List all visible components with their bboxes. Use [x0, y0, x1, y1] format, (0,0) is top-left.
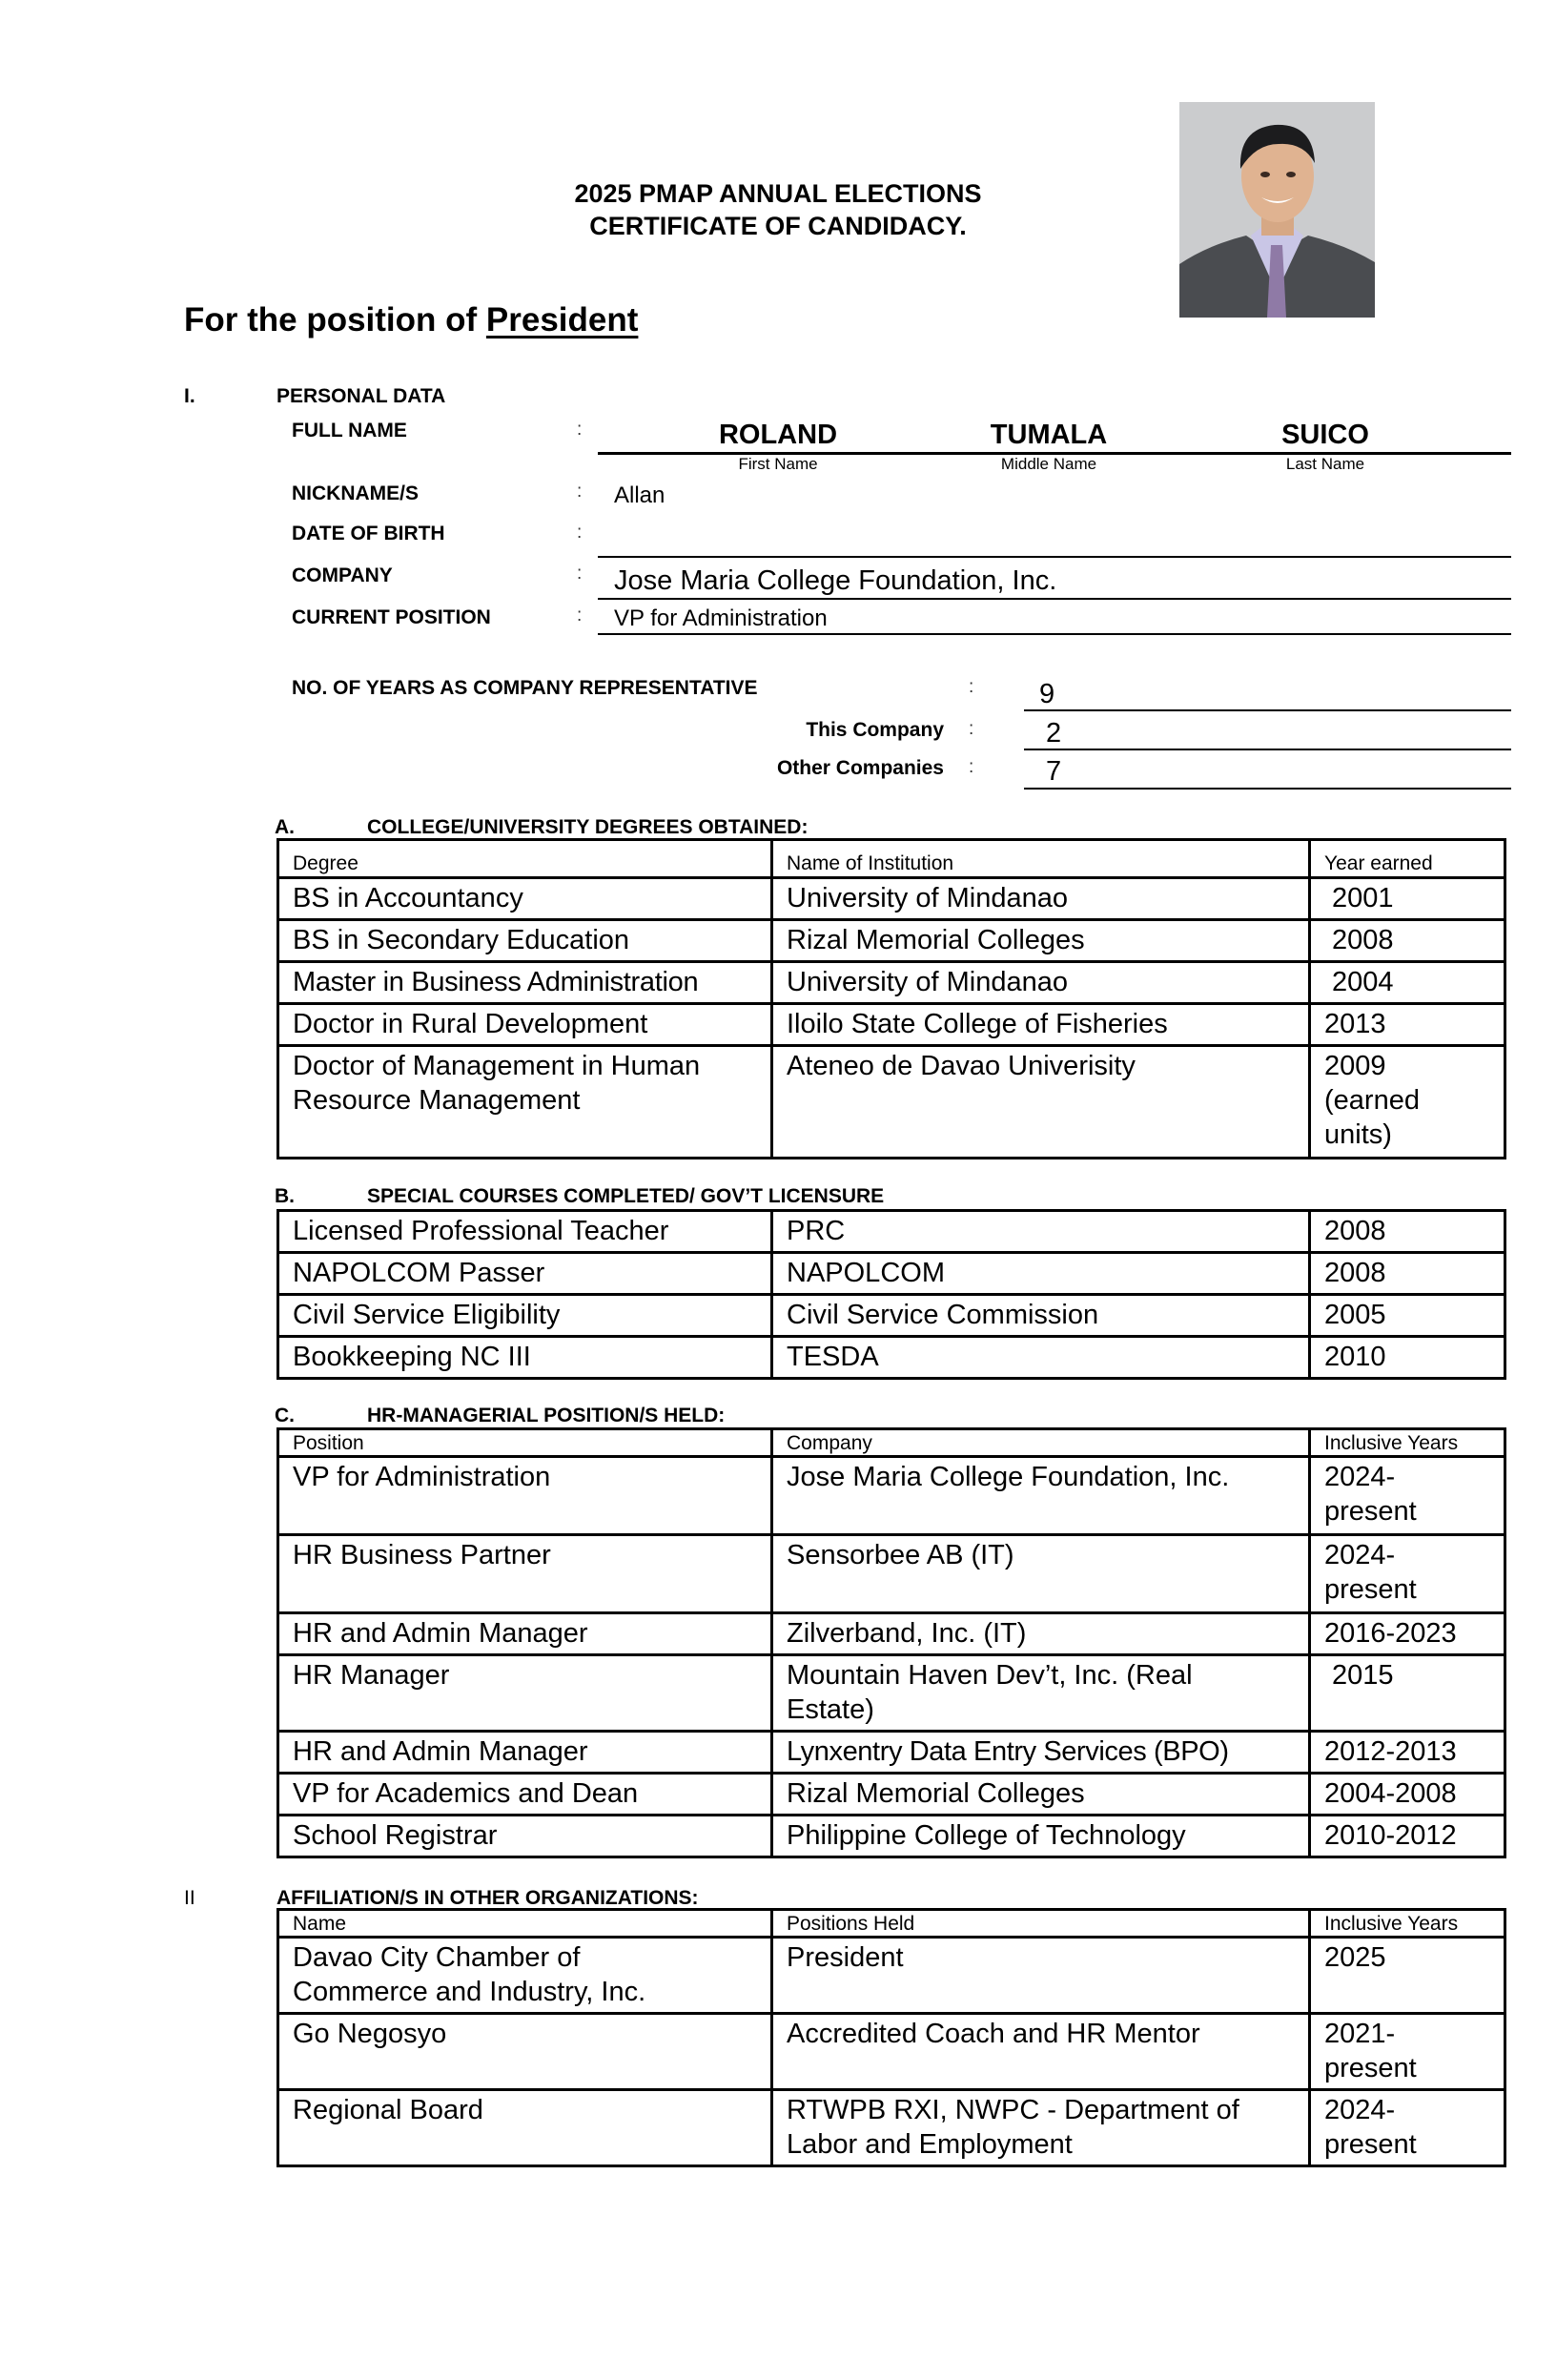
table-row — [278, 1253, 1505, 1295]
degree-cell: BS in Secondary Education — [278, 920, 772, 962]
company-cell: Philippine College of Technology — [772, 1816, 1310, 1857]
table-row — [278, 1004, 1505, 1046]
first-name-caption: First Name — [738, 455, 818, 473]
years-cell: 2024-present — [1310, 1535, 1505, 1613]
colon: : — [577, 564, 583, 584]
course-cell: Bookkeeping NC III — [278, 1337, 772, 1379]
degree-cell: BS in Accountancy — [278, 878, 772, 920]
column-header-year: Year earned — [1310, 840, 1505, 878]
section-title-affiliations: AFFILIATION/S IN OTHER ORGANIZATIONS: — [276, 1887, 699, 1909]
colon: : — [577, 420, 583, 440]
company-cell: Zilverband, Inc. (IT) — [772, 1613, 1310, 1655]
table-row — [278, 2090, 1505, 2166]
column-header-positions-held: Positions Held — [772, 1910, 1310, 1938]
years-cell: 2004-2008 — [1310, 1774, 1505, 1816]
position-value: President — [485, 301, 639, 339]
colon: : — [577, 523, 583, 543]
section-number-i: I. — [184, 385, 195, 407]
table-row — [278, 2014, 1505, 2090]
table-row — [278, 1457, 1505, 1535]
agency-cell: PRC — [772, 1211, 1310, 1253]
years-rep-label: NO. OF YEARS AS COMPANY REPRESENTATIVE — [292, 677, 758, 699]
institution-cell: Iloilo State College of Fisheries — [772, 1004, 1310, 1046]
courses-table — [276, 1209, 1506, 1380]
this-company-label: This Company — [806, 719, 944, 741]
last-name-value: SUICO — [1281, 420, 1369, 450]
degree-cell: Doctor in Rural Development — [278, 1004, 772, 1046]
degree-cell: Doctor of Management in Human Resource Management — [278, 1046, 772, 1159]
section-title-courses: SPECIAL COURSES COMPLETED/ GOV’T LICENSURE — [367, 1185, 885, 1207]
other-companies-underline — [1024, 788, 1511, 790]
institution-cell: Ateneo de Davao Univerisity — [772, 1046, 1310, 1159]
column-header-years: Inclusive Years — [1310, 1910, 1505, 1938]
nickname-value: Allan — [614, 482, 665, 508]
year-cell: 2009 (earned units) — [1310, 1046, 1505, 1159]
position-cell: VP for Academics and Dean — [278, 1774, 772, 1816]
colon: : — [969, 757, 974, 777]
section-number-c: C. — [275, 1405, 295, 1426]
table-row — [278, 1655, 1505, 1732]
table-row — [278, 1816, 1505, 1857]
course-cell: Civil Service Eligibility — [278, 1295, 772, 1337]
year-cell: 2013 — [1310, 1004, 1505, 1046]
table-row — [278, 1774, 1505, 1816]
colon: : — [969, 677, 974, 697]
date-of-birth-label: DATE OF BIRTH — [292, 523, 445, 544]
document-title-line2: CERTIFICATE OF CANDIDACY. — [589, 212, 967, 240]
years-cell: 2016-2023 — [1310, 1613, 1505, 1655]
nickname-label: NICKNAME/S — [292, 482, 420, 504]
position-cell: HR Business Partner — [278, 1535, 772, 1613]
years-cell: 2024-present — [1310, 2090, 1505, 2166]
colon: : — [969, 719, 974, 739]
position-underline — [598, 633, 1511, 635]
table-row — [278, 1613, 1505, 1655]
company-cell: Lynxentry Data Entry Services (BPO) — [772, 1732, 1310, 1774]
current-position-label: CURRENT POSITION — [292, 606, 491, 628]
table-header-row — [278, 840, 1505, 878]
portrait-image-icon — [1179, 102, 1375, 318]
column-header-position: Position — [278, 1429, 772, 1457]
section-title-degrees: COLLEGE/UNIVERSITY DEGREES OBTAINED: — [367, 816, 809, 838]
years-cell: 2021-present — [1310, 2014, 1505, 2090]
table-row — [278, 1535, 1505, 1613]
affiliations-table — [276, 1908, 1506, 2167]
section-number-a: A. — [275, 816, 295, 838]
year-cell: 2004 — [1310, 962, 1505, 1004]
course-cell: Licensed Professional Teacher — [278, 1211, 772, 1253]
table-row — [278, 1938, 1505, 2014]
table-row — [278, 1337, 1505, 1379]
table-row — [278, 1211, 1505, 1253]
middle-name-caption: Middle Name — [1000, 455, 1097, 473]
year-cell: 2001 — [1310, 878, 1505, 920]
column-header-degree: Degree — [278, 840, 772, 878]
organization-cell: Regional Board — [278, 2090, 772, 2166]
organization-cell: Go Negosyo — [278, 2014, 772, 2090]
years-rep-total: 9 — [1039, 679, 1055, 709]
last-name-caption: Last Name — [1285, 455, 1365, 473]
this-company-years: 2 — [1046, 718, 1062, 749]
company-cell: Jose Maria College Foundation, Inc. — [772, 1457, 1310, 1535]
institution-cell: University of Mindanao — [772, 878, 1310, 920]
position-sought — [184, 301, 638, 339]
this-company-underline — [1024, 749, 1511, 750]
company-cell: Rizal Memorial Colleges — [772, 1774, 1310, 1816]
year-cell: 2008 — [1310, 1253, 1505, 1295]
company-value: Jose Maria College Foundation, Inc. — [614, 565, 1057, 596]
full-name-label: FULL NAME — [292, 420, 407, 441]
middle-name-value: TUMALA — [990, 420, 1108, 450]
company-underline — [598, 598, 1511, 600]
table-header-row — [278, 1429, 1505, 1457]
year-cell: 2008 — [1310, 920, 1505, 962]
candidate-photo — [1179, 102, 1375, 318]
column-header-company: Company — [772, 1429, 1310, 1457]
course-cell: NAPOLCOM Passer — [278, 1253, 772, 1295]
position-cell: VP for Administration — [278, 1457, 772, 1535]
dob-underline — [598, 556, 1511, 558]
organization-cell: Davao City Chamber of Commerce and Industry, Inc. — [278, 1938, 772, 2014]
column-header-institution: Name of Institution — [772, 840, 1310, 878]
years-cell: 2024-present — [1310, 1457, 1505, 1535]
section-number-b: B. — [275, 1185, 295, 1207]
agency-cell: NAPOLCOM — [772, 1253, 1310, 1295]
position-cell: HR and Admin Manager — [278, 1732, 772, 1774]
degree-cell: Master in Business Administration — [278, 962, 772, 1004]
year-cell: 2010 — [1310, 1337, 1505, 1379]
other-companies-label: Other Companies — [776, 757, 944, 779]
table-row — [278, 1046, 1505, 1159]
colon: : — [577, 482, 583, 502]
first-name-value: ROLAND — [718, 420, 838, 450]
section-number-ii: II — [184, 1887, 195, 1909]
company-cell: Mountain Haven Dev’t, Inc. (Real Estate) — [772, 1655, 1310, 1732]
position-cell: HR Manager — [278, 1655, 772, 1732]
position-cell: School Registrar — [278, 1816, 772, 1857]
table-row — [278, 878, 1505, 920]
column-header-name: Name — [278, 1910, 772, 1938]
position-prefix: For the position of — [184, 301, 486, 339]
position-held-cell: President — [772, 1938, 1310, 2014]
year-cell: 2005 — [1310, 1295, 1505, 1337]
table-row — [278, 1732, 1505, 1774]
current-position-value: VP for Administration — [614, 605, 828, 631]
table-row — [278, 920, 1505, 962]
other-companies-years: 7 — [1046, 756, 1062, 787]
position-cell: HR and Admin Manager — [278, 1613, 772, 1655]
years-cell: 2025 — [1310, 1938, 1505, 2014]
degrees-table — [276, 838, 1506, 1159]
section-title-personal-data: PERSONAL DATA — [276, 385, 446, 407]
table-row — [278, 962, 1505, 1004]
position-held-cell: Accredited Coach and HR Mentor — [772, 2014, 1310, 2090]
colon: : — [577, 605, 583, 626]
years-cell: 2010-2012 — [1310, 1816, 1505, 1857]
years-cell: 2012-2013 — [1310, 1732, 1505, 1774]
table-row — [278, 1295, 1505, 1337]
company-cell: Sensorbee AB (IT) — [772, 1535, 1310, 1613]
column-header-years: Inclusive Years — [1310, 1429, 1505, 1457]
company-label: COMPANY — [292, 564, 393, 586]
agency-cell: TESDA — [772, 1337, 1310, 1379]
section-title-positions: HR-MANAGERIAL POSITION/S HELD: — [367, 1405, 726, 1426]
document-title-line1: 2025 PMAP ANNUAL ELECTIONS — [574, 179, 982, 208]
institution-cell: University of Mindanao — [772, 962, 1310, 1004]
years-total-underline — [1024, 709, 1511, 711]
positions-table — [276, 1427, 1506, 1858]
institution-cell: Rizal Memorial Colleges — [772, 920, 1310, 962]
years-cell: 2015 — [1310, 1655, 1505, 1732]
position-held-cell: RTWPB RXI, NWPC - Department of Labor and Employment — [772, 2090, 1310, 2166]
agency-cell: Civil Service Commission — [772, 1295, 1310, 1337]
year-cell: 2008 — [1310, 1211, 1505, 1253]
table-header-row — [278, 1910, 1505, 1938]
